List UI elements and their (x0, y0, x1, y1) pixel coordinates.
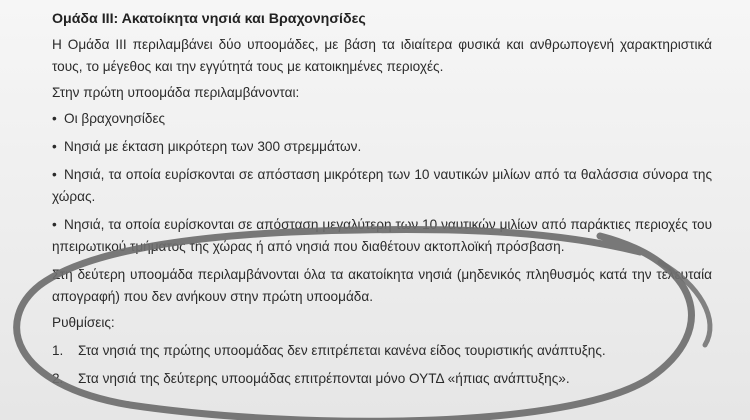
settings-label: Ρυθμίσεις: (52, 315, 115, 330)
bullet-text: Νησιά με έκταση μικρότερη των 300 στρεμμάτων. (64, 139, 362, 154)
bullet-text: Νησιά, τα οποία ευρίσκονται σε απόσταση μικρότερη των 10 ναυτικών μιλίων από τα θαλάσσια σύνορα της χώρας. (52, 167, 712, 204)
bullet-item (52, 136, 712, 158)
bullet-icon: • (52, 167, 57, 182)
document-body (52, 8, 712, 394)
bullet-icon: • (52, 139, 57, 154)
second-subgroup-paragraph: Στη δεύτερη υποομάδα περιλαμβάνονται όλα τα ακατοίκητα νησιά (μηδενικός πληθυσμός κατά την τελευταία απογραφή) που δεν ανήκουν στην πρώτη υποομάδα. (52, 267, 712, 304)
bullet-item (52, 214, 712, 258)
settings-number: 2. (52, 371, 64, 386)
first-subgroup-intro: Στην πρώτη υποομάδα περιλαμβάνονται: (52, 85, 300, 100)
settings-item (52, 340, 712, 362)
intro-paragraph: Η Ομάδα ΙΙΙ περιλαμβάνει δύο υποομάδες, με βάση τα ιδιαίτερα φυσικά και ανθρωπογενή χαρακτηριστικά τους, το μέγεθος και την εγγύτητά τους με κατοικημένες περιοχές. (52, 37, 712, 74)
bullet-text: Οι βραχονησίδες (64, 111, 166, 126)
bullet-item (52, 164, 712, 208)
bullet-icon: • (52, 111, 57, 126)
bullet-text: Νησιά, τα οποία ευρίσκονται σε απόσταση μεγαλύτερη των 10 ναυτικών μιλίων από παράκτιες περιοχές του ηπειρωτικού τμήματος της χώρας ή από νησιά που διαθέτουν ακτοπλοϊκή πρόσβαση. (52, 217, 712, 254)
bullet-icon: • (52, 217, 57, 232)
settings-text: Στα νησιά της δεύτερης υποομάδας επιτρέπονται μόνο ΟΥΤΔ «ήπιας ανάπτυξης». (78, 371, 570, 386)
settings-number: 1. (52, 343, 64, 358)
bullet-item (52, 108, 712, 130)
settings-item (52, 368, 712, 390)
settings-text: Στα νησιά της πρώτης υποομάδας δεν επιτρέπεται κανένα είδος τουριστικής ανάπτυξης. (78, 343, 606, 358)
section-title: Ομάδα ΙΙΙ: Ακατοίκητα νησιά και Βραχονησίδες (52, 11, 366, 27)
